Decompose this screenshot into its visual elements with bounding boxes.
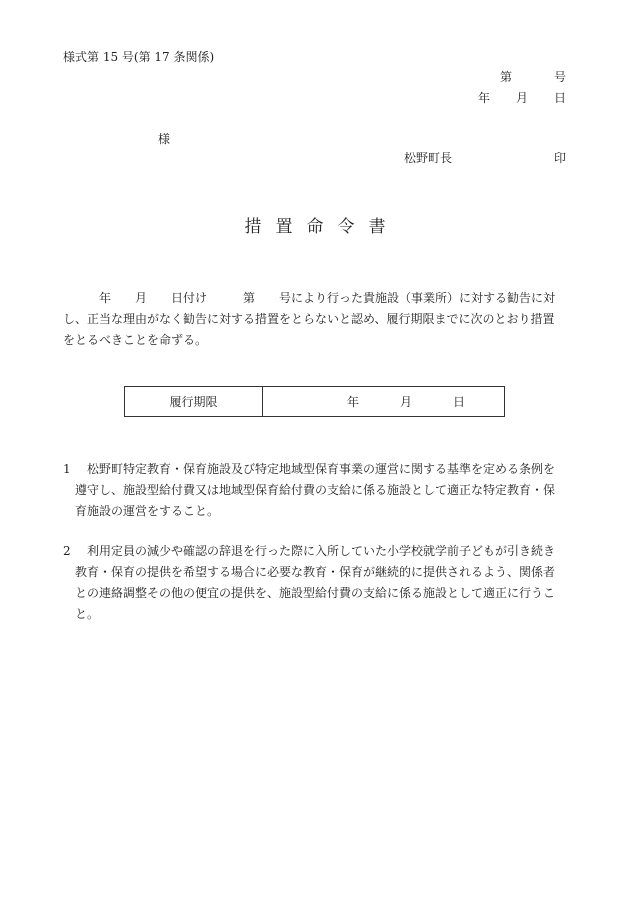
item-number: 2 (63, 544, 71, 558)
deadline-year: 年 (347, 395, 360, 409)
item-line-text: 松野町特定教育・保育施設及び特定地域型保育事業の運営に関する基準を定める条例を (87, 462, 556, 476)
date-month: 月 (515, 91, 528, 105)
item-line: 遵守し、施設型給付費又は地域型保育給付費の支給に係る施設として適正な特定教育・保 (75, 483, 556, 497)
deadline-day: 日 (453, 395, 466, 409)
document-number (500, 69, 566, 85)
item-first-line (63, 459, 573, 480)
issuer-name: 松野町長 (404, 151, 453, 165)
item-line: との連絡調整その他の便宜の提供を、施設型給付費の支給に係る施設として適正に行うこ (75, 586, 556, 600)
item-line: 育施設の運営をすること。 (75, 504, 220, 518)
deadline-label: 履行期限 (125, 387, 263, 416)
order-body (63, 288, 569, 351)
deadline-month: 月 (400, 395, 413, 409)
body-line: をとるべきことを命ずる。 (63, 333, 208, 347)
date-year: 年 (478, 91, 491, 105)
date-day: 日 (553, 91, 566, 105)
issuer-block (404, 150, 566, 166)
item-first-line (63, 541, 573, 562)
body-line: 年 月 日付け 第 号により行った貴施設（事業所）に対する勧告に対 (99, 291, 556, 305)
addressee-suffix: 様 (158, 132, 171, 146)
number-suffix: 号 (553, 70, 566, 84)
document-date (478, 90, 566, 106)
deadline-date (263, 387, 504, 416)
form-number-label: 様式第 15 号(第 17 条関係) (63, 50, 215, 64)
issuer-seal: 印 (553, 151, 566, 165)
order-item-2 (63, 541, 573, 625)
item-line: と。 (75, 607, 100, 621)
item-line: 教育・保育の提供を希望する場合に必要な教育・保育が継続的に提供されるよう、関係者 (75, 565, 556, 579)
item-number: 1 (63, 462, 71, 476)
document-title-text: 措置命令書 (244, 217, 400, 237)
order-item-1 (63, 459, 573, 522)
body-line: し、正当な理由がなく勧告に対する措置をとらないと認め、履行期限までに次のとおり措置 (63, 312, 555, 326)
document-title (0, 216, 630, 238)
number-prefix: 第 (500, 70, 513, 84)
deadline-table (124, 386, 505, 417)
item-line-text: 利用定員の減少や確認の辞退を行った際に入所していた小学校就学前子どもが引き続き (87, 544, 556, 558)
